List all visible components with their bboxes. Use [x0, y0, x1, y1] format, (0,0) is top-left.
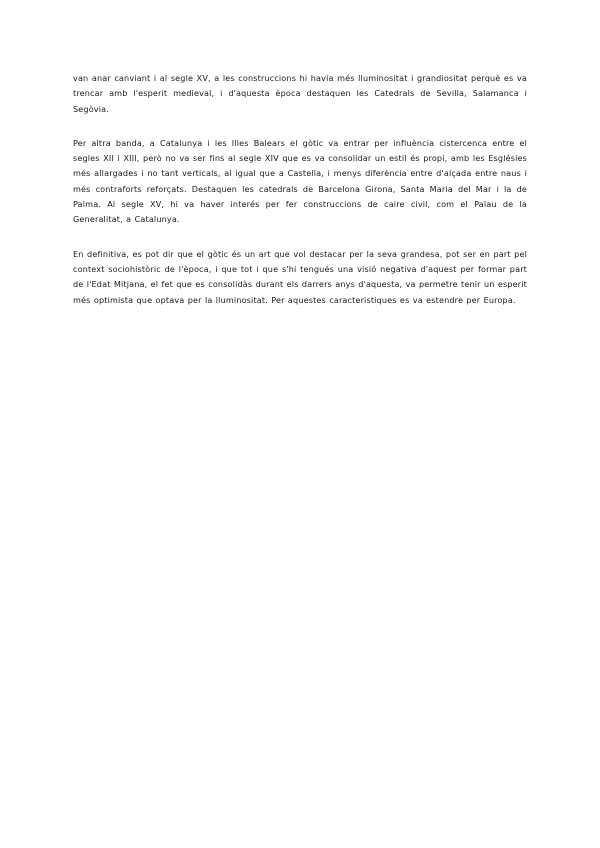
paragraph-gothic-catalonia: Per altra banda, a Catalunya i les Illes Balears el gòtic va entrar per influència cistercenca entre el segles XII i XIII, però no va ser fins al segle XIV que es va consolidar un estil és propi, amb les Esglésies més allargades i no tant verticals, al igual que a Castella, i menys diferència entre d'alçada entre naus i més contraforts reforçats. Destaquen les catedrals de Barcelona Girona, Santa Maria del Mar i la de Palma. Al segle XV, hi va haver interés per fer construccions de caire civil, com el Palau de la Generalitat, a Catalunya.	[73, 137, 527, 225]
paragraph-conclusion: En definitiva, es pot dir que el gòtic és un art que vol destacar per la seva grandesa, pot ser en part pel context sociohistòric de l'època, i que tot i que s'hi tengués una visió negativa d'aquest per formar part de l'Edat Mitjana, el fet que es consolidàs durant els darrers anys d'aquesta, va permetre tenir un esperit més optimista que optava per la lluminositat. Per aquestes caracteristiques es va estendre per Europa.	[73, 248, 527, 305]
body-text	[73, 71, 527, 327]
paragraph-gothic-spain: van anar canviant i al segle XV, a les construccions hi havia més lluminositat i grandiositat perquè es va trencar amb l'esperit medieval, i d'aquesta època destaquen les Catedrals de Sevilla, Salamanca i Segòvia.	[73, 73, 527, 114]
